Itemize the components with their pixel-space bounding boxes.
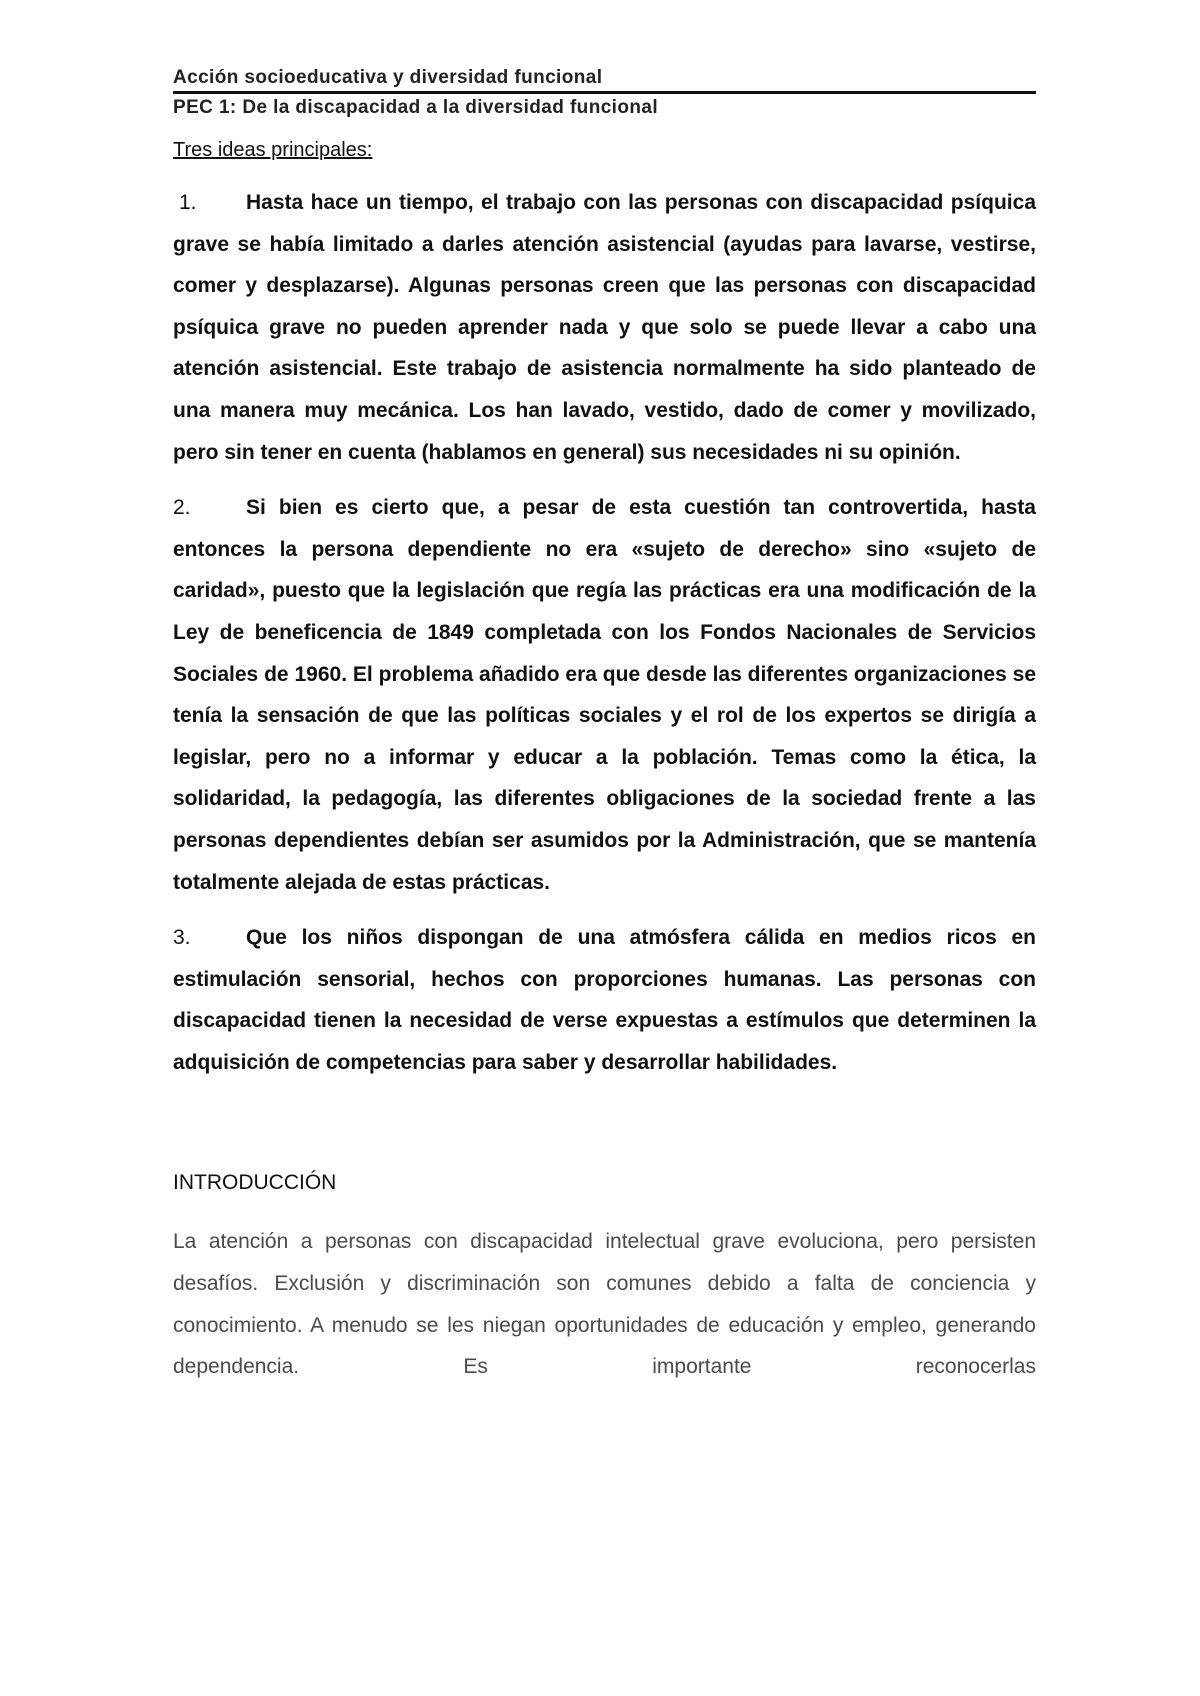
idea-number-3: 3.	[173, 926, 191, 950]
main-ideas-list	[173, 182, 1036, 1083]
header-divider	[173, 91, 1036, 94]
idea-item-2	[173, 487, 1036, 903]
idea-text-2: Si bien es cierto que, a pesar de esta cuestión tan controvertida, hasta entonces la persona dependiente no era «sujeto de derecho» sino «sujeto de caridad», puesto que la legislación que regía las prácticas era una modificación de la Ley de beneficencia de 1849 completada con los Fondos Nacionales de Servicios Sociales de 1960. El problema añadido era que desde las diferentes organizaciones se tenía la sensación de que las políticas sociales y el rol de los expertos se dirigía a legislar, pero no a informar y educar a la población. Temas como la ética, la solidaridad, la pedagogía, las diferentes obligaciones de la sociedad frente a las personas dependientes debían ser asumidos por la Administración, que se mantenía totalmente alejada de estas prácticas.	[173, 496, 1036, 894]
idea-text-3: Que los niños dispongan de una atmósfera cálida en medios ricos en estimulación sensorial, hechos con proporciones humanas. Las personas con discapacidad tienen la necesidad de verse expuestas a estímulos que determinen la adquisición de competencias para saber y desarrollar habilidades.	[173, 926, 1036, 1074]
idea-item-1	[173, 182, 1036, 473]
introduction-heading: INTRODUCCIÓN	[173, 1171, 337, 1195]
introduction-paragraph: La atención a personas con discapacidad intelectual grave evoluciona, pero persisten desafíos. Exclusión y discriminación son comunes debido a falta de conciencia y conocimiento. A menudo se les niegan oportunidades de educación y empleo, generando dependencia. Es importante reconocerlas	[173, 1230, 1036, 1379]
course-title: Acción socioeducativa y diversidad funcional	[173, 67, 603, 88]
idea-number-1: 1.	[179, 191, 197, 214]
idea-item-3	[173, 917, 1036, 1083]
idea-number-2: 2.	[173, 496, 191, 520]
document-page	[173, 66, 1036, 1388]
main-ideas-heading: Tres ideas principales:	[173, 139, 373, 161]
assignment-title: PEC 1: De la discapacidad a la diversidad funcional	[173, 97, 658, 118]
idea-text-1: Hasta hace un tiempo, el trabajo con las personas con discapacidad psíquica grave se había limitado a darles atención asistencial (ayudas para lavarse, vestirse, comer y desplazarse). Algunas personas creen que las personas con discapacidad psíquica grave no pueden aprender nada y que solo se puede llevar a cabo una atención asistencial. Este trabajo de asistencia normalmente ha sido planteado de una manera muy mecánica. Los han lavado, vestido, dado de comer y movilizado, pero sin tener en cuenta (hablamos en general) sus necesidades ni su opinión.	[173, 191, 1036, 464]
